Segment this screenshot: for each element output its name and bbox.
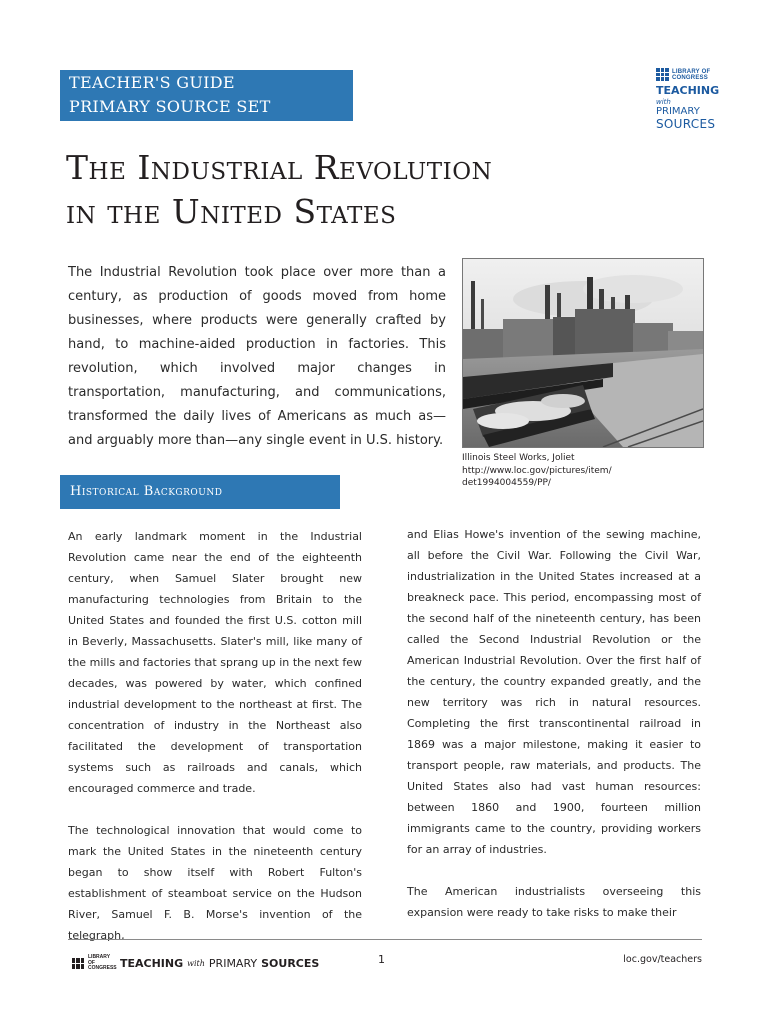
footer-loc-line-1: LIBRARY OF <box>88 954 110 966</box>
banner-line-2: PRIMARY SOURCE SET <box>69 97 271 116</box>
library-of-congress-logo[interactable] <box>656 68 720 131</box>
logo-sources: SOURCES <box>656 117 716 131</box>
page-title <box>66 146 686 234</box>
steel-works-photo <box>462 258 704 448</box>
library-books-icon <box>656 68 669 81</box>
footer-url-link[interactable]: loc.gov/teachers <box>623 954 702 965</box>
title-line-2: in the United States <box>66 192 397 231</box>
logo-with: with <box>656 98 671 106</box>
body-column-right <box>407 524 701 944</box>
footer-teaching: TEACHING <box>120 956 184 970</box>
footer-with: with <box>187 958 205 968</box>
logo-primary: PRIMARY <box>656 106 700 117</box>
footer-loc-line-2: CONGRESS <box>88 965 117 971</box>
guide-banner <box>60 70 353 121</box>
caption-title: Illinois Steel Works, Joliet <box>462 453 575 463</box>
logo-loc-line-2: CONGRESS <box>672 74 708 81</box>
footer-divider <box>68 939 702 940</box>
intro-paragraph: The Industrial Revolution took place over more than a century, as production of goods moved from home businesses, where products were generally crafted by hand, to machine-aided production in factories. This revolution, which involved major changes in transportation, manufacturing, and communications, transformed the daily lives of Americans as much as—and arguably more than—any single event in U.S. history. <box>68 265 446 448</box>
body-paragraph: and Elias Howe's invention of the sewing machine, all before the Civil War. Following the Civil War, industrialization in the United States increased at a breakneck pace. This period, encompassing most of the second half of the nineteenth century, has been called the Second Industrial Revolution or the American Industrial Revolution. Over the first half of the century, the country expanded greatly, and the new territory was rich in natural resources. Completing the first transcontinental railroad in 1869 was a major milestone, making it easier to transport people, raw materials, and products. The United States also had vast human resources: between 1860 and 1900, fourteen million immigrants came to the country, providing workers for an array of industries. <box>407 528 701 856</box>
footer-teaching-logo[interactable] <box>72 955 319 972</box>
caption-url-line-2[interactable]: det1994004559/PP/ <box>462 478 551 488</box>
body-paragraph: The technological innovation that would come to mark the United States in the nineteenth century began to show itself with Robert Fulton's establishment of steamboat service on the Hudson River, Samuel F. B. Morse's invention of the telegraph, <box>68 824 362 942</box>
footer-primary: PRIMARY <box>208 956 258 970</box>
logo-teaching: TEACHING <box>656 84 720 97</box>
page-number: 1 <box>378 953 385 966</box>
body-paragraph: The American industrialists overseeing this expansion were ready to take risks to make their <box>407 885 701 919</box>
banner-line-1: TEACHER'S GUIDE <box>69 73 235 92</box>
library-books-icon <box>72 958 84 969</box>
title-line-1: The Industrial Revolution <box>66 148 493 187</box>
caption-url-line-1[interactable]: http://www.loc.gov/pictures/item/ <box>462 465 612 476</box>
footer-sources: SOURCES <box>261 956 320 970</box>
section-header-historical-background: Historical Background <box>60 475 340 509</box>
body-paragraph: An early landmark moment in the Industrial Revolution came near the end of the eighteenth century, when Samuel Slater brought new manufacturing technologies from Britain to the United States and founded the first U.S. cotton mill in Beverly, Massachusetts. Slater's mill, like many of the mills and factories that sprang up in the next few decades, was powered by water, which confined industrial development to the northeast at first. The concentration of industry in the Northeast also facilitated the development of transportation systems such as railroads and canals, which encouraged commerce and trade. <box>68 530 362 795</box>
body-column-left <box>68 526 362 967</box>
logo-loc-line-1: LIBRARY OF <box>672 68 711 75</box>
photo-caption <box>462 452 702 490</box>
